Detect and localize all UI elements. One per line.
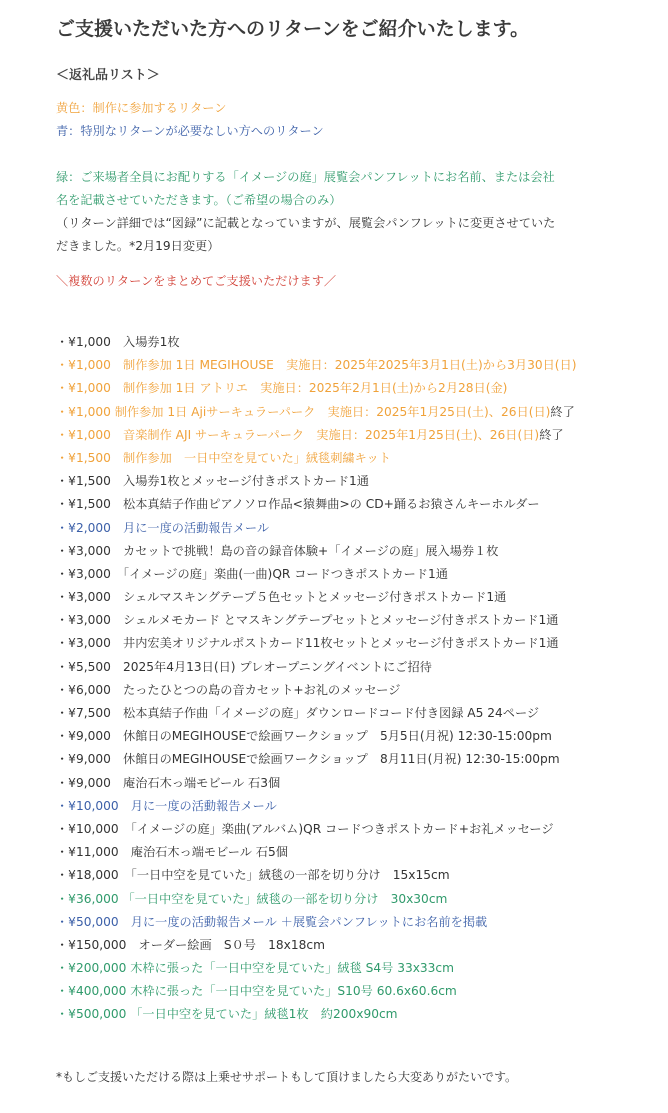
return-item-text: ・¥3,000 井内宏美オリジナルポストカード11枚セットとメッセージ付きポストカード1通 <box>56 636 559 651</box>
return-item-text: ・¥1,000 制作参加 1日 Ajiサーキュラーパーク 実施日：2025年1月25日(土)、26日(日) <box>56 404 551 419</box>
return-item-text: ・¥1,000 制作参加 1日 MEGIHOUSE 実施日：2025年2025年3月1日(土)から3月30日(日) <box>56 358 577 373</box>
ended-label: 終了 <box>539 427 564 442</box>
return-item-text: ・¥3,000 「イメージの庭」楽曲(一曲)QR コードつきポストカード1通 <box>56 566 448 581</box>
return-item <box>56 377 576 400</box>
return-item <box>56 563 576 586</box>
return-item-text: ・¥1,000 入場券1枚 <box>56 335 180 349</box>
return-item <box>56 864 576 887</box>
return-item-text: ・¥6,000 たったひとつの島の音カセット+お礼のメッセージ <box>56 682 401 697</box>
return-item <box>56 1003 576 1026</box>
return-item <box>56 586 576 609</box>
return-item <box>56 493 576 516</box>
return-item-text: ・¥10,000 月に一度の活動報告メール <box>56 798 277 813</box>
return-item <box>56 517 576 540</box>
return-item-text: ・¥2,000 月に一度の活動報告メール <box>56 520 270 535</box>
ended-label: 終了 <box>550 404 575 419</box>
return-item-text: ・¥150,000 オーダー絵画 S０号 18x18cm <box>56 937 325 952</box>
return-item <box>56 331 576 354</box>
return-item-text: ・¥9,000 庵治石木っ端モビール 石3個 <box>56 775 281 790</box>
return-item <box>56 702 576 725</box>
return-item <box>56 401 576 424</box>
page-title: ご支援いただいた方へのリターンをご紹介いたします。 <box>56 18 530 40</box>
footnote: *もしご支援いただける際は上乗せサポートもして頂けましたら大変ありがたいです。 <box>56 1070 518 1084</box>
return-item-text: ・¥11,000 庵治石木っ端モビール 石5個 <box>56 845 288 860</box>
pamphlet-note-line2: だきました。*2月19日変更） <box>56 239 220 253</box>
return-item-text: ・¥200,000 木枠に張った「一日中空を見ていた」絨毯 S4号 33x33cm <box>56 961 455 976</box>
return-item-text: ・¥400,000 木枠に張った「一日中空を見ていた」S10号 60.6x60.6cm <box>56 984 457 999</box>
legend-blue: 青：特別なリターンが必要なしい方へのリターン <box>56 124 324 138</box>
return-item <box>56 656 576 679</box>
return-item <box>56 772 576 795</box>
return-item <box>56 980 576 1003</box>
return-item <box>56 748 576 771</box>
combine-notice: ＼複数のリターンをまとめてご支援いただけます／ <box>56 274 337 288</box>
return-item-text: ・¥1,000 音楽制作 AJI サーキュラーパーク 実施日：2025年1月25日(土)、26日(日) <box>56 427 540 442</box>
return-item <box>56 841 576 864</box>
return-item-text: ・¥50,000 月に一度の活動報告メール ＋展覧会パンフレットにお名前を掲載 <box>56 914 488 929</box>
pamphlet-note-line1: （リターン詳細では“図録”に記載となっていますが、展覧会パンフレットに変更させていた <box>56 216 556 230</box>
return-item-text: ・¥18,000 「一日中空を見ていた」絨毯の一部を切り分け 15x15cm <box>56 868 450 883</box>
return-item <box>56 888 576 911</box>
return-item-text: ・¥1,500 松本真結子作曲ピアノソロ作品<猿舞曲>の CD+踊るお猿さんキーホルダー <box>56 497 540 512</box>
return-item <box>56 354 576 377</box>
returns-list <box>56 331 576 1027</box>
returns-list-heading: ＜返礼品リスト＞ <box>56 68 160 83</box>
return-item-text: ・¥500,000 「一日中空を見ていた」絨毯1枚 約200x90cm <box>56 1007 398 1022</box>
return-item <box>56 934 576 957</box>
return-item <box>56 911 576 934</box>
return-item <box>56 795 576 818</box>
return-item-text: ・¥3,000 カセットで挑戦！島の音の録音体験+「イメージの庭」展入場券１枚 <box>56 543 499 558</box>
return-item-text: ・¥3,000 シェルメモカード とマスキングテープセットとメッセージ付きポストカード1通 <box>56 613 559 628</box>
legend-green-line2: 名を記載させていただきます。（ご希望の場合のみ） <box>56 193 342 207</box>
return-item <box>56 447 576 470</box>
return-item <box>56 725 576 748</box>
return-item <box>56 957 576 980</box>
return-item <box>56 679 576 702</box>
legend-green-line1: 緑：ご来場者全員にお配りする「イメージの庭」展覧会パンフレットにお名前、または会社 <box>56 170 555 184</box>
return-item-text: ・¥7,500 松本真結子作曲「イメージの庭」ダウンロードコード付き図録 A5 24ページ <box>56 706 540 720</box>
return-item-text: ・¥10,000 「イメージの庭」楽曲(アルバム)QR コードつきポストカード+お礼メッセージ <box>56 821 554 836</box>
return-item-text: ・¥1,500 入場券1枚とメッセージ付きポストカード1通 <box>56 474 369 489</box>
return-item <box>56 540 576 563</box>
return-item-text: ・¥9,000 休館日のMEGIHOUSEで絵画ワークショップ 5月5日(月祝) 12:30-15:00pm <box>56 729 552 744</box>
return-item-text: ・¥1,000 制作参加 1日 アトリエ 実施日：2025年2月1日(土)から2月28日(金) <box>56 381 508 396</box>
return-item-text: ・¥5,500 2025年4月13日(日) プレオープニングイベントにご招待 <box>56 659 432 674</box>
legend-yellow: 黄色：制作に参加するリターン <box>56 101 227 115</box>
return-item <box>56 470 576 493</box>
return-item-text: ・¥36,000 「一日中空を見ていた」絨毯の一部を切り分け 30x30cm <box>56 891 448 906</box>
return-item <box>56 609 576 632</box>
return-item-text: ・¥3,000 シェルマスキングテープ５色セットとメッセージ付きポストカード1通 <box>56 590 507 605</box>
return-item <box>56 424 576 447</box>
return-item <box>56 818 576 841</box>
return-item <box>56 632 576 655</box>
return-item-text: ・¥1,500 制作参加 一日中空を見ていた」絨毯刺繍キット <box>56 450 391 465</box>
return-item-text: ・¥9,000 休館日のMEGIHOUSEで絵画ワークショップ 8月11日(月祝) 12:30-15:00pm <box>56 752 560 767</box>
